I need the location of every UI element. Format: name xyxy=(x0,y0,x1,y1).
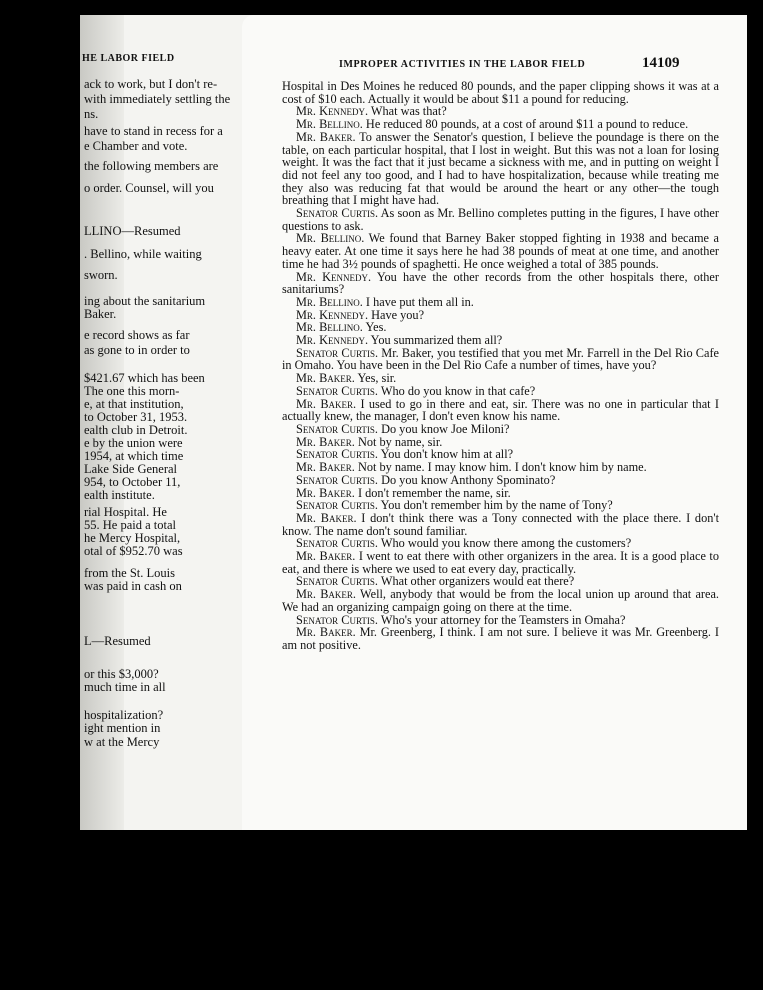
transcript-paragraph xyxy=(282,80,719,105)
left-page-line: was paid in cash on xyxy=(84,579,182,593)
speaker-name: Mr. Baker. xyxy=(296,129,356,144)
left-page-line: ealth club in Detroit. xyxy=(84,423,188,437)
transcript-paragraph xyxy=(282,271,719,296)
left-page xyxy=(80,15,268,830)
left-page-line: hospitalization? xyxy=(84,708,164,722)
left-page-line: w at the Mercy xyxy=(84,735,160,749)
speaker-name: Mr. Bellino. xyxy=(296,231,365,246)
left-page-line: LLINO—Resumed xyxy=(84,224,181,238)
transcript-paragraph xyxy=(282,588,719,613)
transcript-paragraph xyxy=(282,550,719,575)
speaker-name: Senator Curtis. xyxy=(296,536,378,551)
transcript-paragraph xyxy=(282,232,719,270)
speaker-name: Senator Curtis. xyxy=(296,498,378,513)
page-number: 14109 xyxy=(642,55,680,71)
paragraph-text: I used to go in there and eat, sir. There was no one in particular that I actually knew, the manager, I don't even know his name. xyxy=(282,396,719,424)
transcript-paragraph xyxy=(282,131,719,207)
speaker-name: Senator Curtis. xyxy=(296,206,379,221)
left-page-line: he Mercy Hospital, xyxy=(84,531,181,545)
left-page-line: have to stand in recess for a xyxy=(84,124,223,138)
paragraph-text: Yes. xyxy=(362,320,387,335)
left-page-line: ight mention in xyxy=(84,721,161,735)
left-page-line: e by the union were xyxy=(84,436,183,450)
paragraph-text: Not by name, sir. xyxy=(354,434,443,449)
speaker-name: Mr. Baker. xyxy=(296,510,357,525)
speaker-name: Mr. Kennedy. xyxy=(296,269,372,284)
speaker-name: Mr. Baker. xyxy=(296,371,355,386)
paragraph-text: Who would you know there among the customers? xyxy=(378,536,632,551)
left-page-line: much time in all xyxy=(84,680,166,694)
left-page-line: e record shows as far xyxy=(84,328,190,342)
transcript-paragraph xyxy=(282,207,719,232)
speaker-name: Senator Curtis. xyxy=(296,574,378,589)
speaker-name: Mr. Baker. xyxy=(296,587,357,602)
left-page-line: rial Hospital. He xyxy=(84,505,167,519)
paragraph-text: As soon as Mr. Bellino completes putting in the figures, I have other questions to ask. xyxy=(282,206,719,233)
paragraph-text: Mr. Greenberg, I think. I am not sure. I believe it was Mr. Greenberg. I am not positive. xyxy=(282,625,719,652)
paragraph-text: You don't remember him by the name of Tony? xyxy=(378,498,613,513)
left-page-line: The one this morn- xyxy=(84,384,180,398)
paragraph-text: You summarized them all? xyxy=(368,333,503,348)
left-page-line: sworn. xyxy=(84,268,118,282)
left-page-line: . Bellino, while waiting xyxy=(84,247,202,261)
speaker-name: Senator Curtis. xyxy=(296,472,378,487)
paragraph-text: Hospital in Des Moines he reduced 80 pounds, and the paper clipping shows it was at a cost of $10 each. Actually it would be about $11 a pound for reducing. xyxy=(282,79,719,106)
left-page-line: 954, to October 11, xyxy=(84,475,181,489)
paragraph-text: Yes, sir. xyxy=(354,371,397,386)
speaker-name: Mr. Bellino. xyxy=(296,294,363,309)
left-page-line: e Chamber and vote. xyxy=(84,139,188,153)
paragraph-text: Who do you know in that cafe? xyxy=(378,383,536,398)
speaker-name: Mr. Kennedy. xyxy=(296,333,369,348)
transcript-paragraph xyxy=(282,398,719,423)
paragraph-text: Have you? xyxy=(368,307,425,322)
left-page-line: L—Resumed xyxy=(84,634,151,648)
paragraph-text: I don't think there was a Tony connected with the place there. I don't know. The name don't sound familiar. xyxy=(282,510,719,538)
left-page-line: Baker. xyxy=(84,307,117,321)
left-page-line: ack to work, but I don't re- xyxy=(84,77,218,91)
paragraph-text: You don't know him at all? xyxy=(378,447,514,462)
paragraph-text: What other organizers would eat there? xyxy=(378,574,575,589)
paragraph-text: You have the other records from the other hospitals there, other sanitariums? xyxy=(282,269,719,297)
paragraph-text: Not by name. I may know him. I don't know him by name. xyxy=(354,460,647,475)
left-page-line: 55. He paid a total xyxy=(84,518,176,532)
paragraph-text: Who's your attorney for the Teamsters in Omaha? xyxy=(378,612,626,627)
paragraph-text: I have put them all in. xyxy=(362,294,474,309)
speaker-name: Mr. Baker. xyxy=(296,485,355,500)
left-page-line: ealth institute. xyxy=(84,488,155,502)
left-page-line: 1954, at which time xyxy=(84,449,184,463)
transcript-paragraph xyxy=(282,626,719,651)
transcript-paragraph xyxy=(282,512,719,537)
speaker-name: Mr. Baker. xyxy=(296,396,357,411)
body-text xyxy=(282,80,719,652)
paragraph-text: I don't remember the name, sir. xyxy=(354,485,511,500)
speaker-name: Mr. Baker. xyxy=(296,625,356,640)
paragraph-text: We found that Barney Baker stopped fighting in 1938 and became a heavy eater. At one time it says here he had 38 pounds of meat at one time, and another time he had 3½ pounds of spaghetti. He once weighed a total of 385 pounds. xyxy=(282,231,719,271)
speaker-name: Senator Curtis. xyxy=(296,421,378,436)
left-page-line: ing about the sanitarium xyxy=(84,294,206,308)
left-page-line: Lake Side General xyxy=(84,462,178,476)
speaker-name: Senator Curtis. xyxy=(296,447,378,462)
left-page-line: to October 31, 1953. xyxy=(84,410,188,424)
paragraph-text: Do you know Anthony Spominato? xyxy=(378,472,556,487)
left-page-line: ns. xyxy=(84,107,99,121)
speaker-name: Senator Curtis. xyxy=(296,612,378,627)
left-page-line: with immediately settling the xyxy=(84,92,231,106)
speaker-name: Mr. Bellino. xyxy=(296,320,363,335)
paragraph-text: Do you know Joe Miloni? xyxy=(378,421,510,436)
speaker-name: Mr. Baker. xyxy=(296,434,355,449)
speaker-name: Mr. Bellino. xyxy=(296,117,363,132)
paragraph-text: He reduced 80 pounds, at a cost of around $11 a pound to reduce. xyxy=(362,117,689,132)
left-running-head: HE LABOR FIELD xyxy=(82,53,175,64)
left-page-line: $421.67 which has been xyxy=(84,371,205,385)
left-page-line: the following members are xyxy=(84,159,219,173)
paragraph-text: To answer the Senator's question, I believe the poundage is there on the table, on each particular hospital, that I lost in weight. But this was not a loan for losing weight. It was the fact that it just became a sickness with me, and in putting on weight I did not feel any too good, and I had to have hospitalization, because while treating me they also was reducing fat that would be around the heart or any other—the tough breathing that I might have had. xyxy=(282,129,719,208)
paragraph-text: I went to eat there with other organizers in the area. It is a good place to eat, and there is where we used to eat every day, practically. xyxy=(282,549,719,576)
left-page-line: from the St. Louis xyxy=(84,566,175,580)
right-page xyxy=(242,15,747,830)
paragraph-text: Well, anybody that would be from the local union up around that area. We had an organizing campaign going on there at the time. xyxy=(282,587,719,614)
speaker-name: Senator Curtis. xyxy=(296,345,379,360)
speaker-name: Mr. Baker. xyxy=(296,460,355,475)
paragraph-text: Mr. Baker, you testified that you met Mr. Farrell in the Del Rio Cafe in Omaho. You have been in the Del Rio Cafe a number of times, have you? xyxy=(282,345,719,373)
speaker-name: Mr. Kennedy. xyxy=(296,307,369,322)
left-page-line: e, at that institution, xyxy=(84,397,184,411)
left-page-line: or this $3,000? xyxy=(84,667,159,681)
speaker-name: Mr. Baker. xyxy=(296,549,356,564)
running-head: IMPROPER ACTIVITIES IN THE LABOR FIELD xyxy=(339,59,586,70)
left-page-line: as gone to in order to xyxy=(84,343,190,357)
left-page-line: o order. Counsel, will you xyxy=(84,181,214,195)
speaker-name: Mr. Kennedy. xyxy=(296,104,369,119)
speaker-name: Senator Curtis. xyxy=(296,383,378,398)
paragraph-text: What was that? xyxy=(368,104,447,119)
left-page-line: otal of $952.70 was xyxy=(84,544,183,558)
transcript-paragraph xyxy=(282,347,719,372)
